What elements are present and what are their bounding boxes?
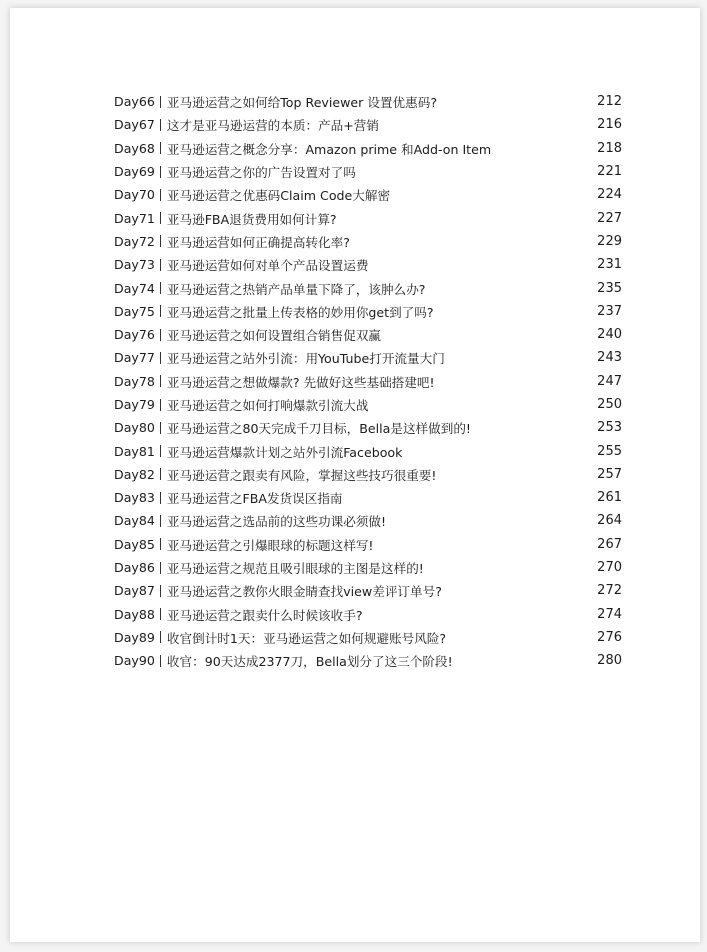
toc-title: 收官：90天达成2377刀，Bella划分了这三个阶段! bbox=[166, 654, 453, 670]
toc-entry bbox=[114, 626, 622, 649]
separator bbox=[160, 631, 161, 643]
toc-page-number: 212 bbox=[597, 94, 622, 110]
toc-title: 亚马逊运营之引爆眼球的标题这样写! bbox=[166, 537, 374, 553]
toc-entry bbox=[114, 486, 622, 509]
toc-entry bbox=[114, 90, 622, 113]
toc-day: Day69 bbox=[114, 164, 155, 180]
separator bbox=[160, 399, 161, 411]
toc-title: 这才是亚马逊运营的本质：产品+营销 bbox=[166, 118, 379, 134]
toc-entry bbox=[114, 393, 622, 416]
toc-entry bbox=[114, 556, 622, 579]
toc-day: Day72 bbox=[114, 233, 155, 249]
toc-page-number: 276 bbox=[597, 629, 622, 645]
toc-day: Day68 bbox=[114, 140, 155, 156]
toc-entry bbox=[114, 276, 622, 299]
separator bbox=[160, 468, 161, 480]
toc-entry bbox=[114, 416, 622, 439]
separator bbox=[160, 445, 161, 457]
toc-entry bbox=[114, 113, 622, 136]
toc-title: 亚马逊运营之站外引流：用YouTube打开流量大门 bbox=[166, 351, 445, 367]
toc-entry bbox=[114, 253, 622, 276]
separator bbox=[160, 282, 161, 294]
toc-page-number: 227 bbox=[597, 210, 622, 226]
toc-title: 亚马逊运营之跟卖什么时候该收手? bbox=[166, 607, 363, 623]
toc-page-number: 221 bbox=[597, 164, 622, 180]
separator bbox=[160, 422, 161, 434]
toc-page-number: 264 bbox=[597, 513, 622, 529]
toc-page-number: 247 bbox=[597, 373, 622, 389]
separator bbox=[160, 608, 161, 620]
toc-page-number: 257 bbox=[597, 466, 622, 482]
toc-day: Day90 bbox=[114, 653, 155, 669]
separator bbox=[160, 375, 161, 387]
toc-entry bbox=[114, 206, 622, 229]
toc-entry bbox=[114, 509, 622, 532]
separator bbox=[160, 142, 161, 154]
toc-page-number: 274 bbox=[597, 606, 622, 622]
separator bbox=[160, 655, 161, 667]
toc-title: 收官倒计时1天：亚马逊运营之如何规避账号风险? bbox=[166, 630, 447, 646]
toc-page-number: 270 bbox=[597, 560, 622, 576]
toc-page-number: 267 bbox=[597, 536, 622, 552]
toc-day: Day76 bbox=[114, 327, 155, 343]
toc-page-number: 255 bbox=[597, 443, 622, 459]
toc-page-number: 229 bbox=[597, 233, 622, 249]
toc-title: 亚马逊运营之批量上传表格的妙用你get到了吗? bbox=[166, 304, 434, 320]
separator bbox=[160, 235, 161, 247]
separator bbox=[160, 212, 161, 224]
toc-title: 亚马逊运营之如何设置组合销售促双赢 bbox=[166, 328, 381, 344]
toc-entry bbox=[114, 323, 622, 346]
toc-title: 亚马逊运营之想做爆款? 先做好这些基础搭建吧! bbox=[166, 374, 435, 390]
toc-title: 亚马逊运营如何正确提高转化率? bbox=[166, 234, 350, 250]
toc-title: 亚马逊运营之FBA发货误区指南 bbox=[166, 491, 343, 507]
toc-title: 亚马逊运营之优惠码Claim Code大解密 bbox=[166, 188, 391, 204]
toc-title: 亚马逊运营之热销产品单量下降了，该肿么办? bbox=[166, 281, 426, 297]
toc-day: Day82 bbox=[114, 466, 155, 482]
separator bbox=[160, 189, 161, 201]
toc-entry bbox=[114, 463, 622, 486]
toc-day: Day66 bbox=[114, 94, 155, 110]
toc-page-number: 253 bbox=[597, 420, 622, 436]
separator bbox=[160, 259, 161, 271]
separator bbox=[160, 492, 161, 504]
toc-title: 亚马逊运营爆款计划之站外引流Facebook bbox=[166, 444, 403, 460]
toc-entry bbox=[114, 439, 622, 462]
toc-day: Day86 bbox=[114, 560, 155, 576]
toc-day: Day71 bbox=[114, 210, 155, 226]
separator bbox=[160, 166, 161, 178]
toc-page-number: 250 bbox=[597, 397, 622, 412]
toc-day: Day75 bbox=[114, 303, 155, 319]
toc-title: 亚马逊运营之概念分享：Amazon prime 和Add-on Item bbox=[166, 141, 492, 157]
separator bbox=[160, 305, 161, 317]
toc-day: Day84 bbox=[114, 513, 155, 529]
toc-day: Day79 bbox=[114, 397, 155, 412]
toc-entry bbox=[114, 300, 622, 323]
toc-entry bbox=[114, 346, 622, 369]
toc-title: 亚马逊运营之80天完成千刀目标，Bella是这样做到的! bbox=[166, 421, 471, 437]
toc-day: Day73 bbox=[114, 257, 155, 273]
toc-day: Day67 bbox=[114, 117, 155, 133]
toc-entry bbox=[114, 183, 622, 206]
separator bbox=[160, 562, 161, 574]
toc-page-number: 261 bbox=[597, 490, 622, 506]
toc-day: Day87 bbox=[114, 583, 155, 599]
toc-page-number: 240 bbox=[597, 327, 622, 343]
toc-day: Day70 bbox=[114, 187, 155, 203]
toc-entry bbox=[114, 533, 622, 556]
toc-entry bbox=[114, 579, 622, 602]
toc-page-number: 216 bbox=[597, 117, 622, 133]
separator bbox=[160, 96, 161, 108]
separator bbox=[160, 585, 161, 597]
separator bbox=[160, 329, 161, 341]
toc-title: 亚马逊运营之规范且吸引眼球的主图是这样的! bbox=[166, 561, 424, 577]
toc-day: Day78 bbox=[114, 373, 155, 389]
toc-title: 亚马逊运营之跟卖有风险，掌握这些技巧很重要! bbox=[166, 467, 437, 483]
toc-title: 亚马逊运营如何对单个产品设置运费 bbox=[166, 258, 369, 274]
separator bbox=[160, 352, 161, 364]
toc-page-number: 224 bbox=[597, 187, 622, 203]
separator bbox=[160, 515, 161, 527]
separator bbox=[160, 119, 161, 131]
toc-day: Day85 bbox=[114, 536, 155, 552]
toc-day: Day80 bbox=[114, 420, 155, 436]
document-page bbox=[10, 8, 700, 942]
toc-entry bbox=[114, 649, 622, 672]
toc-day: Day81 bbox=[114, 443, 155, 459]
toc-title: 亚马逊运营之如何给Top Reviewer 设置优惠码? bbox=[166, 95, 438, 111]
toc-page-number: 280 bbox=[597, 653, 622, 669]
toc-entry bbox=[114, 160, 622, 183]
toc-day: Day89 bbox=[114, 629, 155, 645]
toc-entry bbox=[114, 230, 622, 253]
toc-title: 亚马逊FBA退货费用如何计算? bbox=[166, 211, 337, 227]
table-of-contents bbox=[114, 90, 622, 672]
toc-page-number: 231 bbox=[597, 257, 622, 273]
toc-title: 亚马逊运营之选品前的这些功课必须做! bbox=[166, 514, 387, 530]
toc-page-number: 237 bbox=[597, 303, 622, 319]
toc-entry bbox=[114, 137, 622, 160]
toc-page-number: 218 bbox=[597, 140, 622, 156]
toc-entry bbox=[114, 370, 622, 393]
toc-day: Day77 bbox=[114, 350, 155, 366]
toc-day: Day83 bbox=[114, 490, 155, 506]
separator bbox=[160, 538, 161, 550]
toc-entry bbox=[114, 603, 622, 626]
toc-page-number: 235 bbox=[597, 280, 622, 296]
toc-day: Day88 bbox=[114, 606, 155, 622]
toc-title: 亚马逊运营之教你火眼金睛查找view差评订单号? bbox=[166, 584, 442, 600]
toc-title: 亚马逊运营之如何打响爆款引流大战 bbox=[166, 398, 369, 413]
toc-page-number: 272 bbox=[597, 583, 622, 599]
toc-title: 亚马逊运营之你的广告设置对了吗 bbox=[166, 165, 356, 181]
toc-page-number: 243 bbox=[597, 350, 622, 366]
toc-day: Day74 bbox=[114, 280, 155, 296]
